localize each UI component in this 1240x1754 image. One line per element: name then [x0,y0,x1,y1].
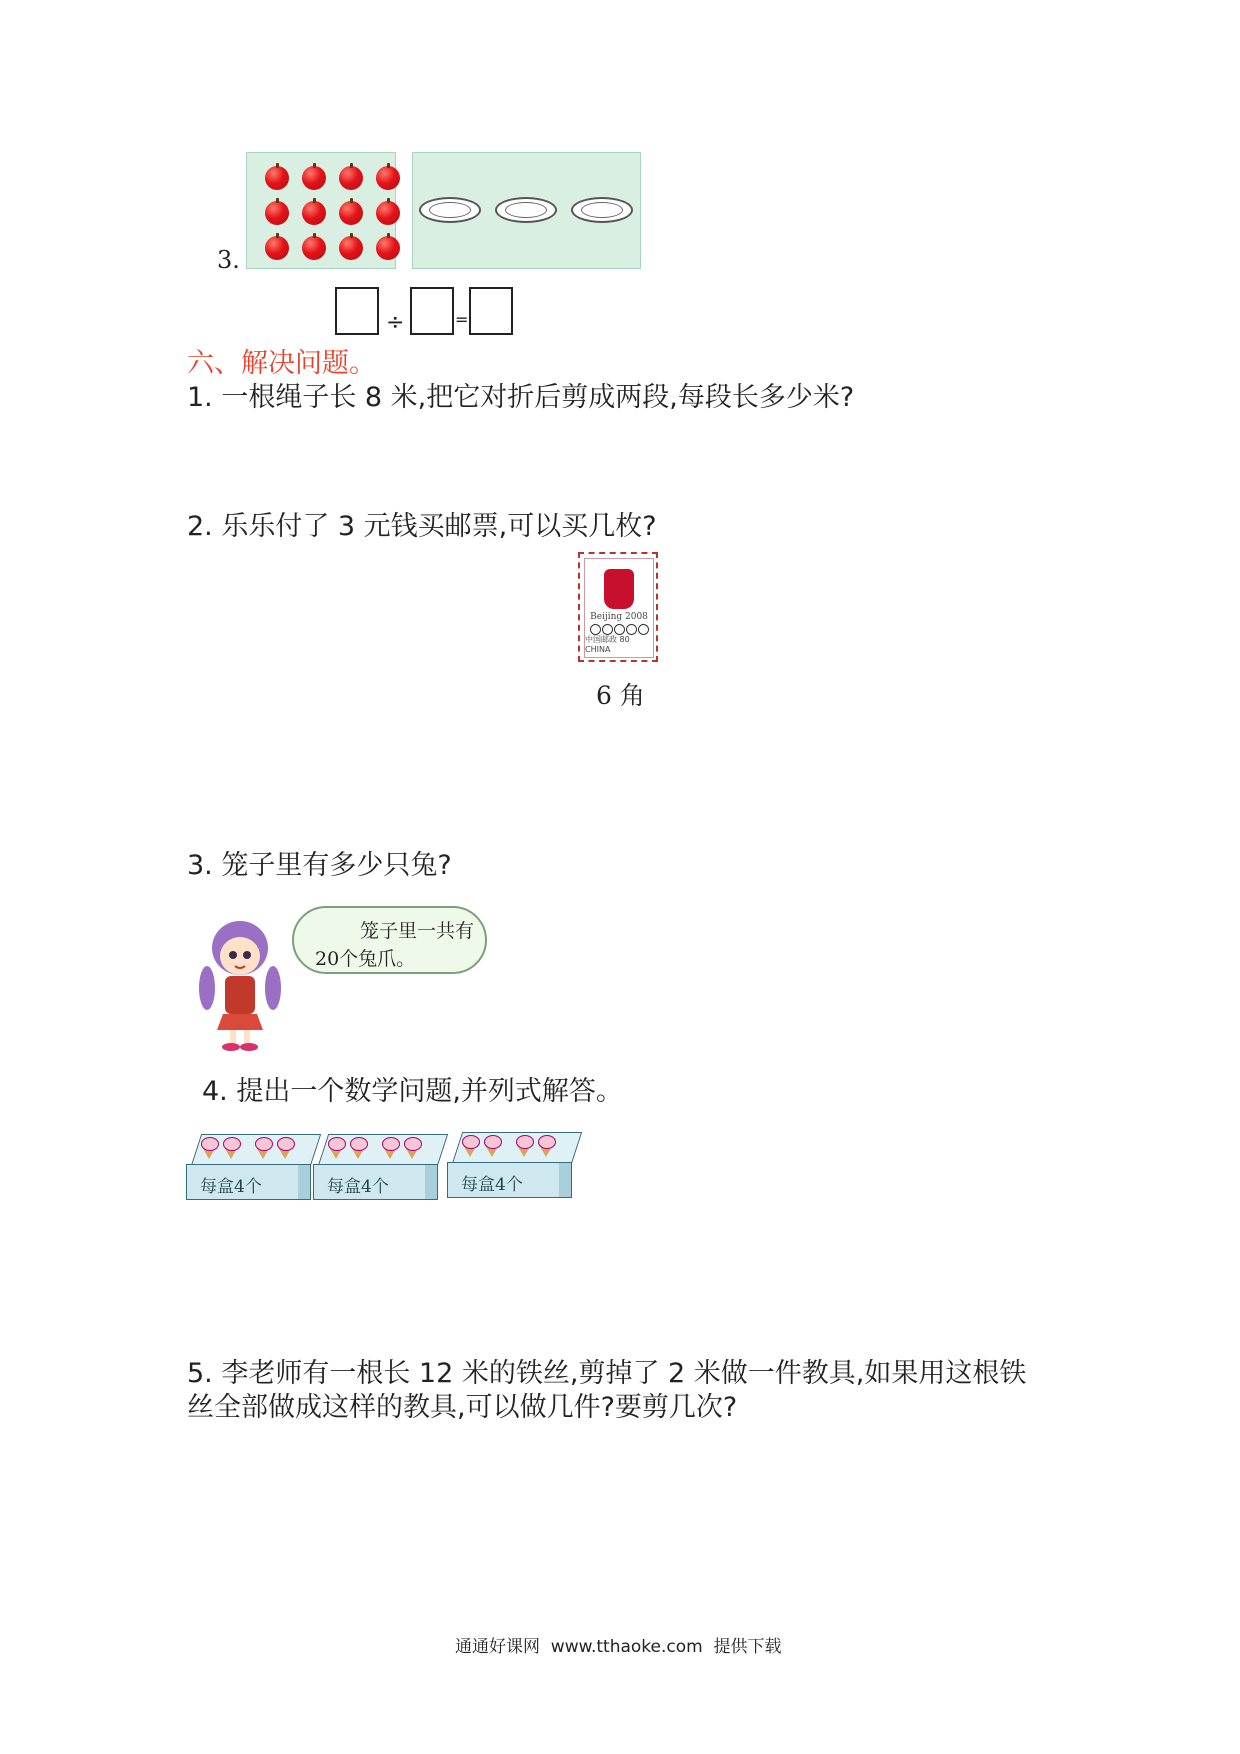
ice-cream-box [186,1134,316,1199]
apple-icon [376,201,400,225]
question-3: 3. 笼子里有多少只兔? [187,850,452,881]
footer-credit: 通通好课网 www.tthaoke.com 提供下载 [455,1637,782,1657]
apple-icon [376,166,400,190]
stamp-price: 6 角 [596,681,645,710]
question-1: 1. 一根绳子长 8 米,把它对折后剪成两段,每段长多少米? [187,382,855,413]
divide-sign: ÷ [386,310,405,335]
apple-icon [302,201,326,225]
apple-icon [302,236,326,260]
apple-icon [339,236,363,260]
apple-icon [339,201,363,225]
divisor-answer-box[interactable] [410,287,454,335]
plate-icon [495,197,557,223]
bubble-line-1: 笼子里一共有 [360,920,475,942]
beijing-emblem-icon [604,569,634,609]
section-heading: 六、解决问题。 [187,348,376,379]
question-5-line-1: 5. 李老师有一根长 12 米的铁丝,剪掉了 2 米做一件教具,如果用这根铁 [187,1358,1027,1389]
plate-icon [571,197,633,223]
apple-icon [265,201,289,225]
equals-sign: = [455,310,469,329]
quotient-answer-box[interactable] [469,287,513,335]
plates-panel [412,152,641,269]
girl-illustration [195,918,285,1053]
box-label: 每盒4个 [327,1177,389,1197]
apple-icon [339,166,363,190]
plate-icon [419,197,481,223]
bubble-line-2: 20个兔爪。 [315,948,416,970]
stamp-country: 中国邮政 80 CHINA [585,635,630,654]
box-label: 每盒4个 [200,1177,262,1197]
item-3-label: 3. [217,246,240,274]
olympic-stamp-image [578,552,658,662]
stamp-title: Beijing 2008 [590,612,648,622]
question-4: 4. 提出一个数学问题,并列式解答。 [202,1076,623,1107]
apple-grid [265,166,395,262]
dividend-answer-box[interactable] [335,287,379,335]
apple-icon [265,236,289,260]
question-5-line-2: 丝全部做成这样的教具,可以做几件?要剪几次? [187,1392,738,1423]
box-label: 每盒4个 [461,1175,523,1195]
apple-icon [376,236,400,260]
ice-cream-box [447,1132,577,1197]
apple-icon [302,166,326,190]
ice-cream-box [313,1134,443,1199]
apples-panel [246,152,396,269]
question-2: 2. 乐乐付了 3 元钱买邮票,可以买几枚? [187,511,657,542]
apple-icon [265,166,289,190]
